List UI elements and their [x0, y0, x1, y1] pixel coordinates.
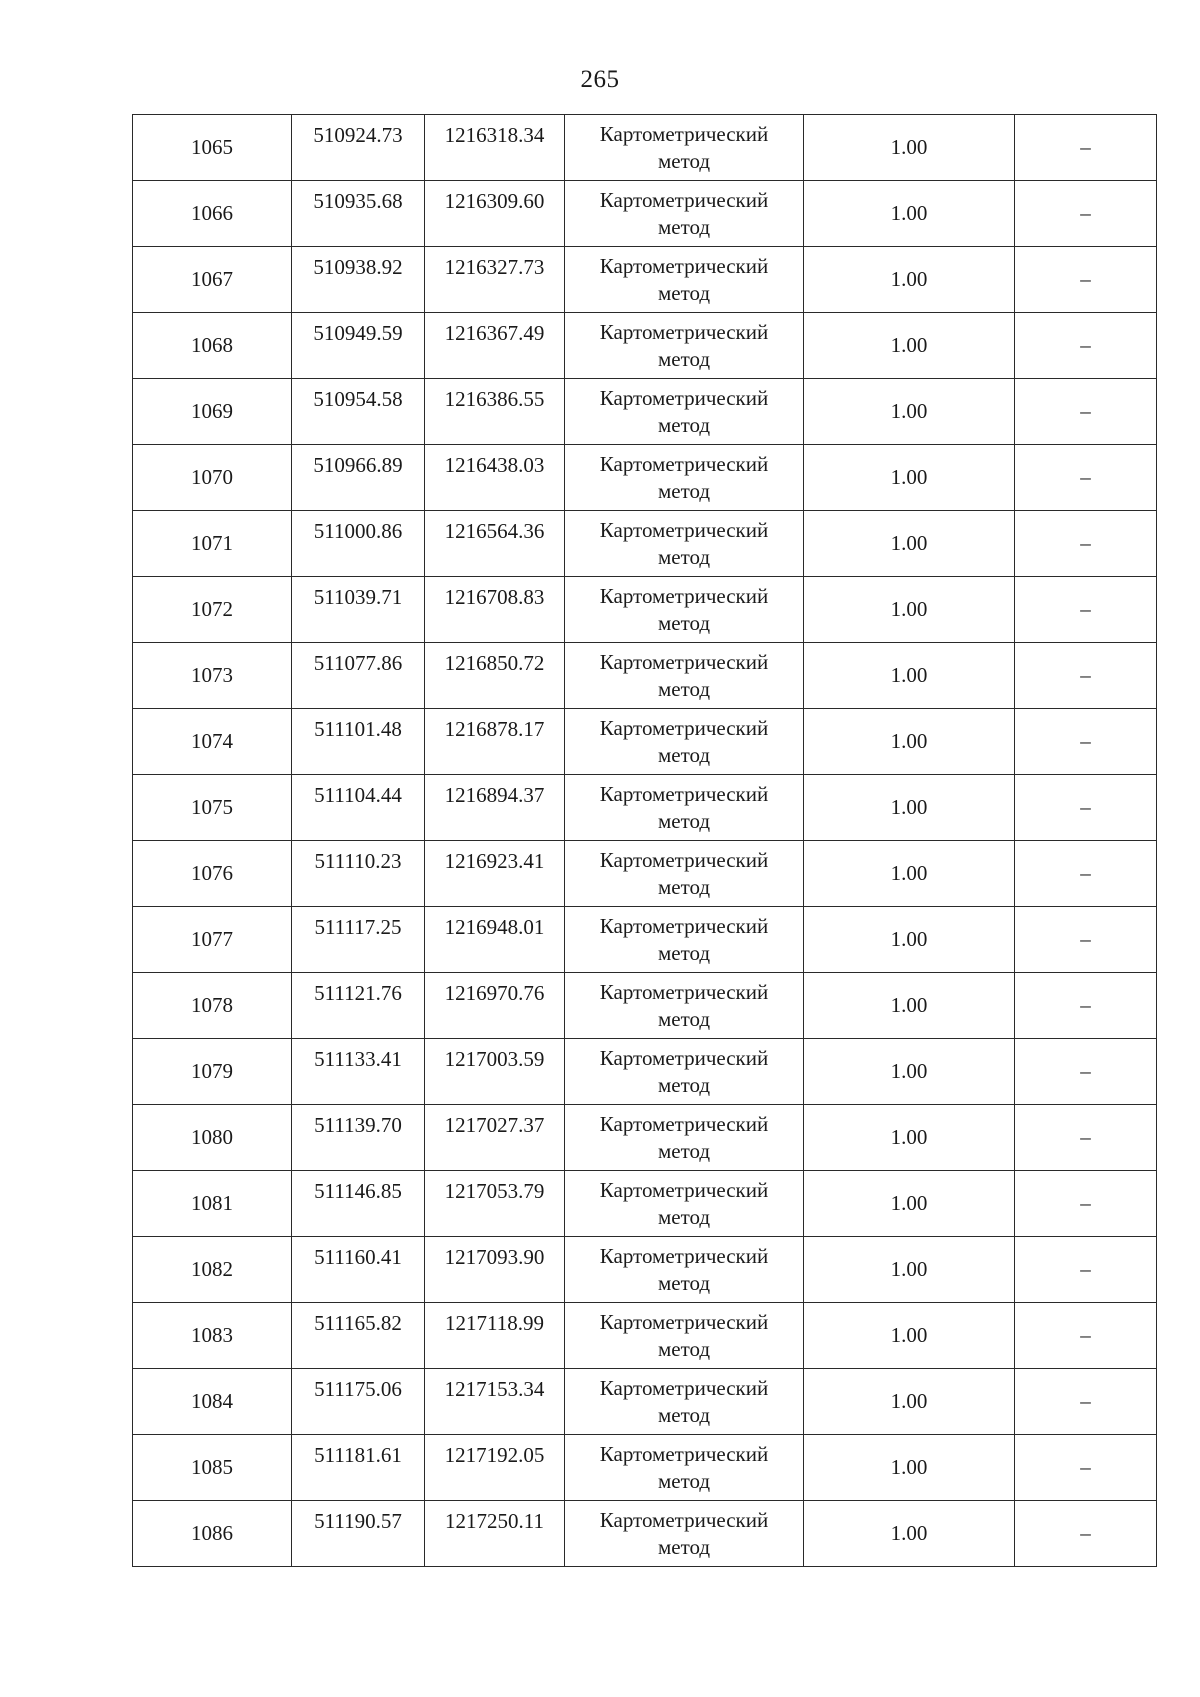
method-line-1: Картометрический [599, 979, 769, 1004]
table-row [133, 511, 1157, 577]
method-line-2: метод [657, 1204, 711, 1229]
method-line-1: Картометрический [599, 847, 769, 872]
table-row [133, 1369, 1157, 1435]
description-cell: – [1015, 1105, 1157, 1171]
point-number-cell: 1076 [133, 841, 292, 907]
method-line-1: Картометрический [599, 781, 769, 806]
description-cell: – [1015, 1171, 1157, 1237]
method-line-2: метод [657, 280, 711, 305]
table-row [133, 1501, 1157, 1567]
x-coordinate-cell: 511175.06 [292, 1369, 425, 1435]
accuracy-cell: 1.00 [804, 1171, 1015, 1237]
method-line-2: метод [657, 148, 711, 173]
description-cell: – [1015, 313, 1157, 379]
x-coordinate-cell: 511000.86 [292, 511, 425, 577]
accuracy-cell: 1.00 [804, 1435, 1015, 1501]
method-cell [565, 841, 804, 907]
table-row [133, 115, 1157, 181]
coordinates-table [132, 114, 1157, 1567]
table-row [133, 313, 1157, 379]
accuracy-cell: 1.00 [804, 181, 1015, 247]
table-row [133, 1039, 1157, 1105]
table-row [133, 1237, 1157, 1303]
y-coordinate-cell: 1217250.11 [425, 1501, 565, 1567]
method-line-2: метод [657, 1270, 711, 1295]
y-coordinate-cell: 1216386.55 [425, 379, 565, 445]
method-cell [565, 709, 804, 775]
table-row [133, 907, 1157, 973]
description-cell: – [1015, 445, 1157, 511]
y-coordinate-cell: 1216948.01 [425, 907, 565, 973]
method-cell [565, 1369, 804, 1435]
method-line-1: Картометрический [599, 385, 769, 410]
method-cell [565, 577, 804, 643]
table-row [133, 709, 1157, 775]
x-coordinate-cell: 511039.71 [292, 577, 425, 643]
x-coordinate-cell: 511117.25 [292, 907, 425, 973]
method-line-2: метод [657, 940, 711, 965]
point-number-cell: 1085 [133, 1435, 292, 1501]
method-cell [565, 643, 804, 709]
x-coordinate-cell: 511121.76 [292, 973, 425, 1039]
description-cell: – [1015, 1501, 1157, 1567]
point-number-cell: 1083 [133, 1303, 292, 1369]
method-line-1: Картометрический [599, 583, 769, 608]
method-cell [565, 1105, 804, 1171]
description-cell: – [1015, 1369, 1157, 1435]
y-coordinate-cell: 1216894.37 [425, 775, 565, 841]
method-line-2: метод [657, 478, 711, 503]
y-coordinate-cell: 1217003.59 [425, 1039, 565, 1105]
table-row [133, 1435, 1157, 1501]
method-cell [565, 1435, 804, 1501]
method-cell [565, 1039, 804, 1105]
method-line-1: Картометрический [599, 1243, 769, 1268]
x-coordinate-cell: 511110.23 [292, 841, 425, 907]
y-coordinate-cell: 1217027.37 [425, 1105, 565, 1171]
y-coordinate-cell: 1216327.73 [425, 247, 565, 313]
accuracy-cell: 1.00 [804, 907, 1015, 973]
y-coordinate-cell: 1216970.76 [425, 973, 565, 1039]
method-line-1: Картометрический [599, 1177, 769, 1202]
method-line-1: Картометрический [599, 1045, 769, 1070]
method-line-1: Картометрический [599, 1507, 769, 1532]
point-number-cell: 1071 [133, 511, 292, 577]
y-coordinate-cell: 1216309.60 [425, 181, 565, 247]
description-cell: – [1015, 907, 1157, 973]
method-cell [565, 313, 804, 379]
point-number-cell: 1065 [133, 115, 292, 181]
y-coordinate-cell: 1217153.34 [425, 1369, 565, 1435]
accuracy-cell: 1.00 [804, 775, 1015, 841]
x-coordinate-cell: 510966.89 [292, 445, 425, 511]
description-cell: – [1015, 973, 1157, 1039]
method-line-2: метод [657, 1138, 711, 1163]
table-row [133, 1171, 1157, 1237]
method-line-1: Картометрический [599, 649, 769, 674]
accuracy-cell: 1.00 [804, 1501, 1015, 1567]
table-row [133, 379, 1157, 445]
description-cell: – [1015, 1237, 1157, 1303]
point-number-cell: 1068 [133, 313, 292, 379]
method-line-2: метод [657, 874, 711, 899]
description-cell: – [1015, 577, 1157, 643]
method-cell [565, 1237, 804, 1303]
x-coordinate-cell: 511133.41 [292, 1039, 425, 1105]
point-number-cell: 1084 [133, 1369, 292, 1435]
point-number-cell: 1066 [133, 181, 292, 247]
method-cell [565, 181, 804, 247]
accuracy-cell: 1.00 [804, 115, 1015, 181]
method-cell [565, 379, 804, 445]
method-line-1: Картометрический [599, 1375, 769, 1400]
table-row [133, 247, 1157, 313]
method-line-1: Картометрический [599, 451, 769, 476]
table-row [133, 1303, 1157, 1369]
x-coordinate-cell: 510938.92 [292, 247, 425, 313]
point-number-cell: 1082 [133, 1237, 292, 1303]
y-coordinate-cell: 1216708.83 [425, 577, 565, 643]
x-coordinate-cell: 511160.41 [292, 1237, 425, 1303]
table-row [133, 1105, 1157, 1171]
point-number-cell: 1072 [133, 577, 292, 643]
method-cell [565, 973, 804, 1039]
point-number-cell: 1079 [133, 1039, 292, 1105]
point-number-cell: 1086 [133, 1501, 292, 1567]
method-line-1: Картометрический [599, 1441, 769, 1466]
method-line-1: Картометрический [599, 1111, 769, 1136]
description-cell: – [1015, 511, 1157, 577]
method-line-2: метод [657, 808, 711, 833]
y-coordinate-cell: 1217053.79 [425, 1171, 565, 1237]
method-cell [565, 1171, 804, 1237]
table-row [133, 577, 1157, 643]
point-number-cell: 1077 [133, 907, 292, 973]
method-line-2: метод [657, 1402, 711, 1427]
x-coordinate-cell: 510924.73 [292, 115, 425, 181]
accuracy-cell: 1.00 [804, 841, 1015, 907]
method-line-2: метод [657, 742, 711, 767]
x-coordinate-cell: 511139.70 [292, 1105, 425, 1171]
accuracy-cell: 1.00 [804, 313, 1015, 379]
description-cell: – [1015, 775, 1157, 841]
x-coordinate-cell: 511104.44 [292, 775, 425, 841]
description-cell: – [1015, 181, 1157, 247]
method-line-1: Картометрический [599, 1309, 769, 1334]
method-cell [565, 1303, 804, 1369]
accuracy-cell: 1.00 [804, 379, 1015, 445]
y-coordinate-cell: 1217192.05 [425, 1435, 565, 1501]
accuracy-cell: 1.00 [804, 1369, 1015, 1435]
description-cell: – [1015, 379, 1157, 445]
y-coordinate-cell: 1216878.17 [425, 709, 565, 775]
method-line-1: Картометрический [599, 187, 769, 212]
description-cell: – [1015, 643, 1157, 709]
accuracy-cell: 1.00 [804, 1303, 1015, 1369]
y-coordinate-cell: 1216367.49 [425, 313, 565, 379]
point-number-cell: 1073 [133, 643, 292, 709]
method-line-1: Картометрический [599, 253, 769, 278]
x-coordinate-cell: 511181.61 [292, 1435, 425, 1501]
method-line-1: Картометрический [599, 517, 769, 542]
method-cell [565, 775, 804, 841]
method-cell [565, 247, 804, 313]
method-cell [565, 907, 804, 973]
point-number-cell: 1067 [133, 247, 292, 313]
description-cell: – [1015, 709, 1157, 775]
x-coordinate-cell: 511077.86 [292, 643, 425, 709]
x-coordinate-cell: 511101.48 [292, 709, 425, 775]
method-line-2: метод [657, 610, 711, 635]
page-number: 265 [580, 66, 620, 93]
y-coordinate-cell: 1217093.90 [425, 1237, 565, 1303]
accuracy-cell: 1.00 [804, 973, 1015, 1039]
point-number-cell: 1069 [133, 379, 292, 445]
description-cell: – [1015, 115, 1157, 181]
accuracy-cell: 1.00 [804, 709, 1015, 775]
table-row [133, 643, 1157, 709]
y-coordinate-cell: 1216923.41 [425, 841, 565, 907]
accuracy-cell: 1.00 [804, 247, 1015, 313]
method-line-2: метод [657, 346, 711, 371]
method-line-1: Картометрический [599, 715, 769, 740]
accuracy-cell: 1.00 [804, 511, 1015, 577]
method-line-1: Картометрический [599, 121, 769, 146]
table-row [133, 775, 1157, 841]
x-coordinate-cell: 510949.59 [292, 313, 425, 379]
x-coordinate-cell: 510935.68 [292, 181, 425, 247]
accuracy-cell: 1.00 [804, 445, 1015, 511]
point-number-cell: 1078 [133, 973, 292, 1039]
description-cell: – [1015, 247, 1157, 313]
point-number-cell: 1080 [133, 1105, 292, 1171]
accuracy-cell: 1.00 [804, 643, 1015, 709]
table-row [133, 841, 1157, 907]
method-line-1: Картометрический [599, 319, 769, 344]
point-number-cell: 1070 [133, 445, 292, 511]
description-cell: – [1015, 1303, 1157, 1369]
point-number-cell: 1075 [133, 775, 292, 841]
description-cell: – [1015, 1435, 1157, 1501]
accuracy-cell: 1.00 [804, 1039, 1015, 1105]
x-coordinate-cell: 510954.58 [292, 379, 425, 445]
point-number-cell: 1081 [133, 1171, 292, 1237]
method-line-2: метод [657, 1072, 711, 1097]
method-line-2: метод [657, 1336, 711, 1361]
method-line-2: метод [657, 412, 711, 437]
description-cell: – [1015, 1039, 1157, 1105]
description-cell: – [1015, 841, 1157, 907]
y-coordinate-cell: 1216564.36 [425, 511, 565, 577]
y-coordinate-cell: 1216438.03 [425, 445, 565, 511]
table-row [133, 973, 1157, 1039]
accuracy-cell: 1.00 [804, 577, 1015, 643]
y-coordinate-cell: 1216850.72 [425, 643, 565, 709]
x-coordinate-cell: 511190.57 [292, 1501, 425, 1567]
y-coordinate-cell: 1216318.34 [425, 115, 565, 181]
accuracy-cell: 1.00 [804, 1105, 1015, 1171]
method-line-1: Картометрический [599, 913, 769, 938]
point-number-cell: 1074 [133, 709, 292, 775]
table-row [133, 445, 1157, 511]
method-line-2: метод [657, 1468, 711, 1493]
method-line-2: метод [657, 544, 711, 569]
accuracy-cell: 1.00 [804, 1237, 1015, 1303]
method-line-2: метод [657, 1006, 711, 1031]
x-coordinate-cell: 511165.82 [292, 1303, 425, 1369]
method-line-2: метод [657, 214, 711, 239]
x-coordinate-cell: 511146.85 [292, 1171, 425, 1237]
method-cell [565, 511, 804, 577]
method-cell [565, 445, 804, 511]
method-cell [565, 1501, 804, 1567]
table-body [133, 115, 1157, 1567]
method-cell [565, 115, 804, 181]
table-row [133, 181, 1157, 247]
y-coordinate-cell: 1217118.99 [425, 1303, 565, 1369]
method-line-2: метод [657, 1534, 711, 1559]
method-line-2: метод [657, 676, 711, 701]
